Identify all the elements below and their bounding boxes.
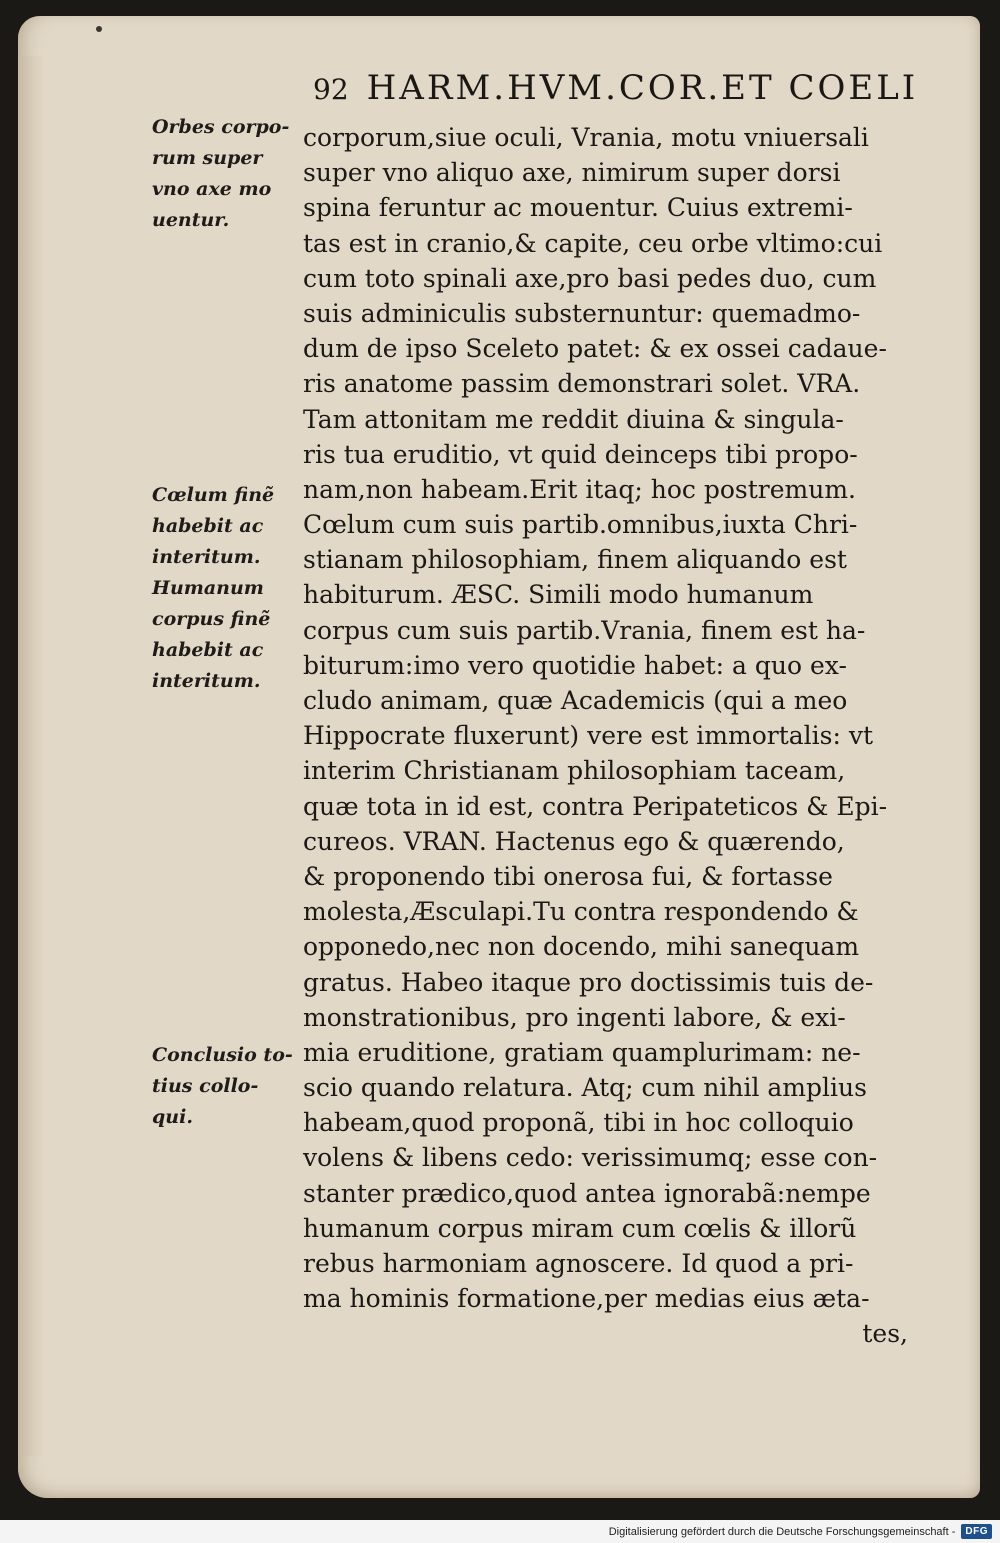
dfg-logo: DFG [961, 1524, 992, 1539]
margin-note-line: interitum. [152, 670, 261, 692]
text-line: habiturum. ÆSC. Simili modo humanum [303, 580, 814, 610]
margin-note-line: Conclusio to- [152, 1044, 293, 1066]
text-line: Tam attonitam me reddit diuina & singula- [303, 404, 844, 434]
text-line: spina feruntur ac mouentur. Cuius extremi- [303, 193, 853, 223]
text-line: super vno aliquo axe, nimirum super dorsi [303, 158, 841, 188]
text-line: Hippocrate fluxerunt) vere est immortalis: vt [303, 721, 874, 751]
text-line: mia eruditione, gratiam quamplurimam: ne- [303, 1037, 861, 1067]
text-line: interim Christianam philosophiam taceam, [303, 756, 846, 786]
text-line: corpus cum suis partib.Vrania, finem est ha- [303, 615, 866, 645]
margin-note-line: interitum. [152, 546, 261, 568]
digitization-footer [0, 1520, 1000, 1543]
margin-note-line: Cœlum finẽ [152, 484, 275, 506]
text-line: dum de ipso Sceleto patet: & ex ossei cadaue- [303, 334, 887, 364]
text-line: habeam,quod proponã, tibi in hoc colloquio [303, 1108, 854, 1138]
text-line: scio quando relatura. Atq; cum nihil amplius [303, 1073, 867, 1103]
text-line: cum toto spinali axe,pro basi pedes duo, cum [303, 263, 877, 293]
margin-note-line: habebit ac [152, 515, 264, 537]
margin-note-orbes [152, 112, 312, 236]
page-edge-shadow [18, 56, 44, 1456]
running-title: HARM.HVM.COR.ET COELI [366, 68, 919, 108]
text-line: volens & libens cedo: verissimumq; esse con- [303, 1143, 878, 1173]
margin-note-coelum [152, 480, 312, 697]
text-line: rebus harmoniam agnoscere. Id quod a pri- [303, 1249, 854, 1278]
footer-credit: Digitalisierung gefördert durch die Deutsche Forschungsgemeinschaft - [608, 1525, 956, 1538]
text-line: cludo animam, quæ Academicis (qui a meo [303, 686, 848, 715]
book-page [18, 16, 980, 1498]
text-line: suis adminiculis substernuntur: quemadmo- [303, 298, 861, 328]
text-line: ma hominis formatione,per medias eius æta- [303, 1284, 870, 1314]
margin-note-conclusio [152, 1040, 312, 1133]
margin-note-line: habebit ac [152, 639, 264, 661]
text-line: cureos. VRAN. Hactenus ego & quærendo, [303, 826, 845, 856]
text-line: molesta,Æsculapi.Tu contra respondendo & [303, 897, 859, 927]
text-line: & proponendo tibi onerosa fui, & fortasse [303, 861, 833, 891]
margin-note-line: Humanum [152, 577, 264, 599]
main-text-block [303, 120, 943, 1352]
text-line: stianam philosophiam, finem aliquando est [303, 545, 847, 575]
text-line: ris anatome passim demonstrari solet. VRA. [303, 369, 861, 399]
page-number: 92 [313, 73, 349, 106]
catchword: tes, [862, 1319, 908, 1349]
text-line: stanter prædico,quod antea ignorabã:nempe [303, 1178, 871, 1208]
text-line: tas est in cranio,& capite, ceu orbe vltimo:cui [303, 228, 883, 258]
text-line: monstrationibus, pro ingenti labore, & exi- [303, 1002, 846, 1032]
text-line: gratus. Habeo itaque pro doctissimis tuis de- [303, 967, 874, 997]
text-line: biturum:imo vero quotidie habet: a quo ex- [303, 650, 847, 680]
text-line: nam,non habeam.Erit itaq; hoc postremum. [303, 474, 856, 504]
text-line: Cœlum cum suis partib.omnibus,iuxta Chri- [303, 510, 858, 540]
text-line: humanum corpus miram cum cœlis & illorũ [303, 1213, 857, 1243]
margin-note-line: uentur. [152, 209, 230, 231]
text-line: quæ tota in id est, contra Peripateticos & Epi- [303, 791, 888, 821]
margin-note-line: qui. [152, 1106, 193, 1128]
text-line: opponedo,nec non docendo, mihi sanequam [303, 932, 860, 962]
margin-note-line: tius collo- [152, 1075, 259, 1097]
margin-note-line: vno axe mo [152, 178, 272, 200]
text-line: corporum,siue oculi, Vrania, motu vniuersali [303, 123, 869, 152]
margin-note-line: rum super [152, 147, 263, 169]
page-header [313, 68, 919, 122]
margin-note-line: Orbes corpo- [152, 116, 290, 138]
margin-note-line: corpus finẽ [152, 608, 271, 630]
text-line: ris tua eruditio, vt quid deinceps tibi propo- [303, 439, 858, 469]
dust-speck [96, 26, 102, 32]
